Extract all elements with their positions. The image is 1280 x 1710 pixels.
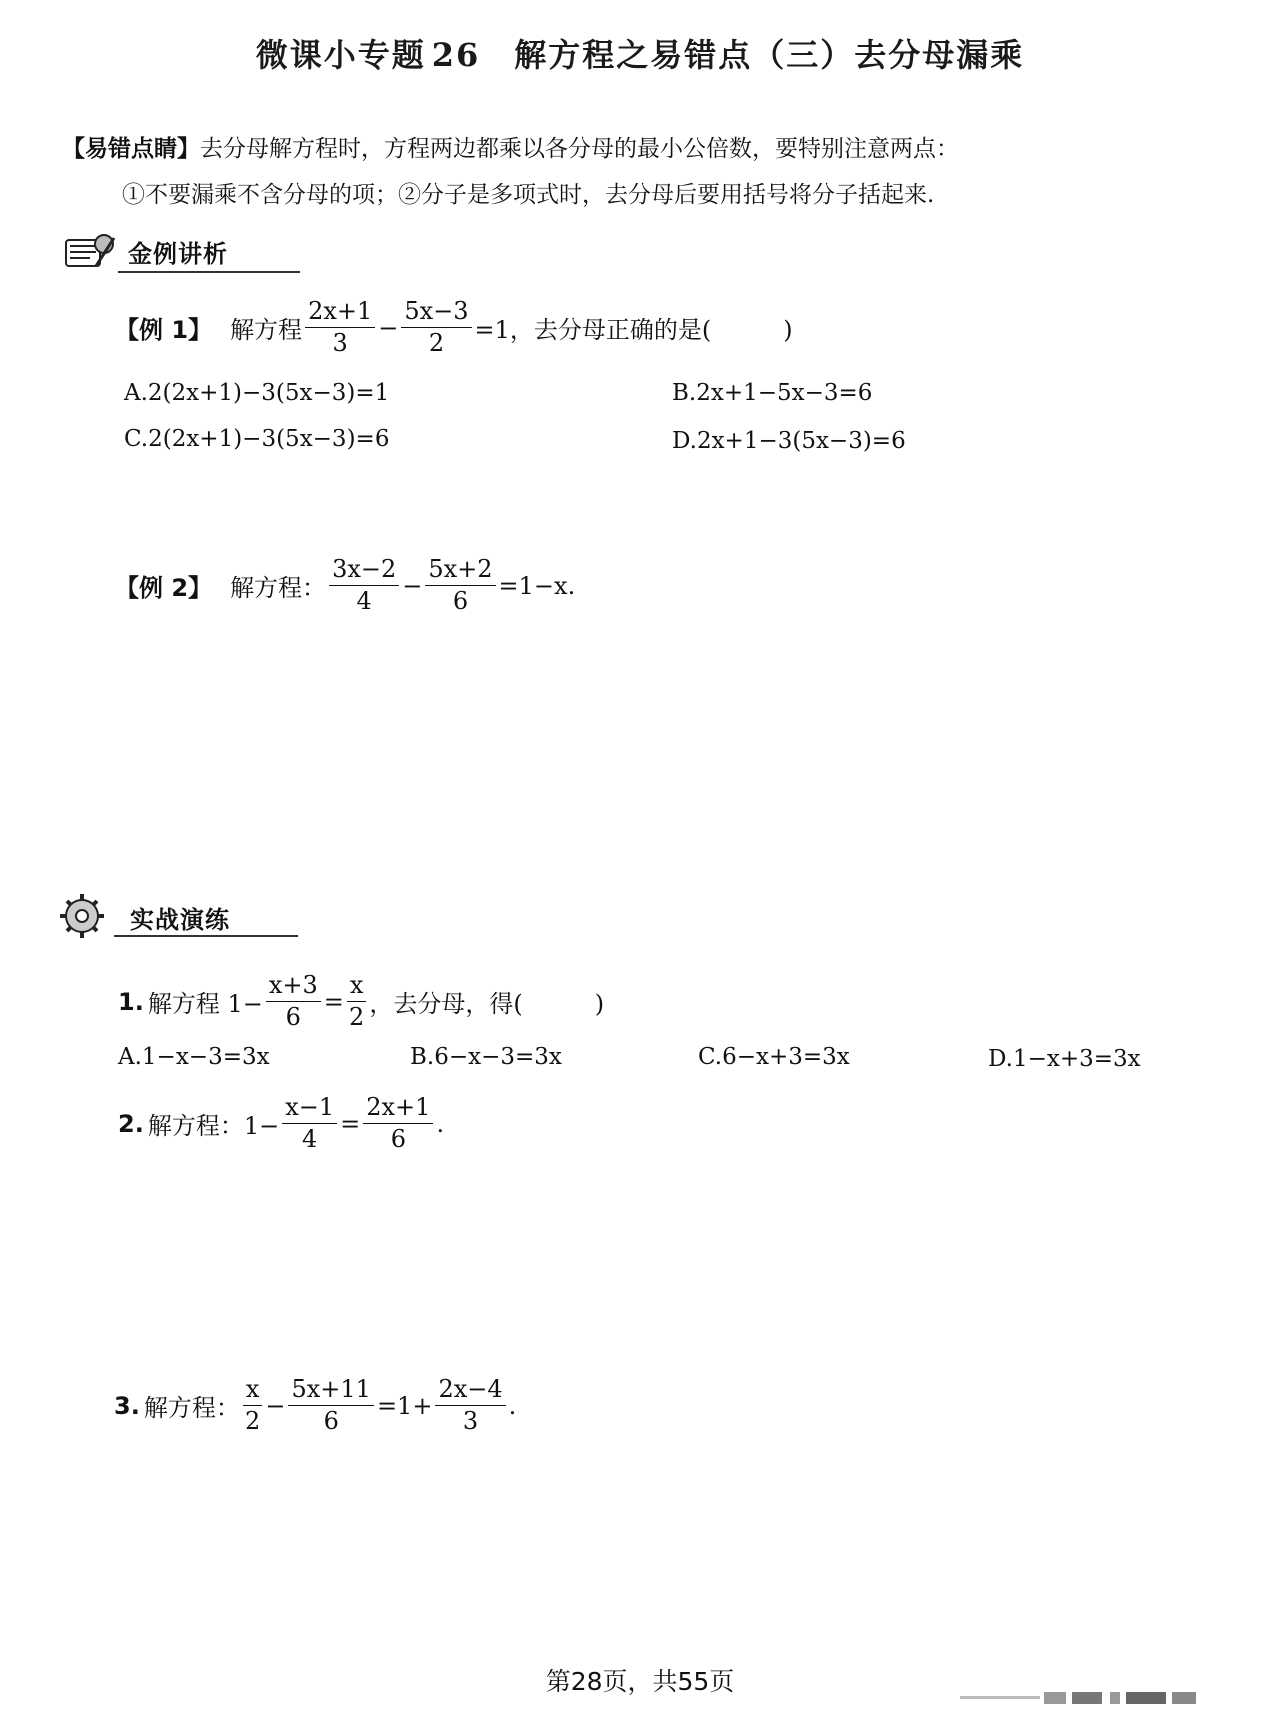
option-text: 6−x+3=3x [722, 1044, 850, 1070]
option-text: 1−x−3=3x [141, 1044, 270, 1070]
title-main: 微课小专题 [255, 36, 426, 74]
equals-sign: = [340, 1109, 361, 1138]
denominator: 6 [323, 1406, 339, 1435]
option-text: 6−x−3=3x [434, 1044, 562, 1070]
question-2-prefix: 解方程：1− [147, 1112, 280, 1141]
tip-line-1 [62, 126, 959, 172]
title-number: 26 [431, 36, 481, 74]
denominator: 6 [452, 586, 469, 615]
denominator: 6 [285, 1002, 301, 1031]
operator: − [378, 313, 399, 342]
fraction [266, 972, 321, 1031]
numerator: x [347, 972, 367, 1002]
option-key: D. [988, 1046, 1013, 1072]
numerator: 2x−4 [435, 1376, 505, 1406]
numerator: x [243, 1376, 263, 1406]
question-1-number: 1. [118, 987, 144, 1016]
fraction [363, 1094, 433, 1153]
equals-sign: = [323, 987, 344, 1016]
question-2-number: 2. [118, 1109, 144, 1138]
option-text: 2(2x+1)−3(5x−3)=6 [148, 426, 390, 452]
fraction [243, 1376, 263, 1435]
option-key: B. [410, 1044, 435, 1070]
denominator: 2 [349, 1002, 365, 1031]
question-1-option-a [118, 1044, 270, 1070]
option-key: A. [124, 380, 148, 406]
numerator: 2x+1 [305, 298, 375, 328]
example-1-suffix: =1，去分母正确的是( ) [474, 316, 793, 345]
fraction [347, 972, 367, 1031]
denominator: 2 [244, 1406, 261, 1435]
numerator: 5x+2 [425, 556, 495, 586]
operator: − [402, 571, 423, 600]
question-3-suffix: . [508, 1391, 517, 1420]
question-2-suffix: . [436, 1109, 445, 1138]
example-2-suffix: =1−x. [498, 571, 576, 600]
fraction [435, 1376, 505, 1435]
example-1-option-c [124, 426, 389, 452]
fraction [305, 298, 375, 357]
denominator: 3 [462, 1406, 479, 1435]
example-1-option-a [124, 380, 389, 406]
section-title-practice: 实战演练 [130, 906, 230, 934]
fraction [329, 556, 399, 615]
denominator: 6 [390, 1124, 406, 1153]
option-key: B. [672, 380, 697, 406]
numerator: 3x−2 [329, 556, 399, 586]
example-1-label: 【例 1】 [115, 316, 213, 345]
numerator: 5x−3 [401, 298, 471, 328]
question-1-prefix: 解方程 1− [147, 990, 263, 1019]
fraction [288, 1376, 373, 1435]
denominator: 2 [428, 328, 445, 357]
tip-block [62, 126, 959, 218]
option-key: C. [124, 426, 149, 452]
question-1-option-b [410, 1044, 562, 1070]
question-1-option-c [698, 1044, 850, 1070]
question-3 [114, 1376, 516, 1435]
example-2-label: 【例 2】 [115, 574, 213, 603]
tip-text-1: 去分母解方程时，方程两边都乘以各分母的最小公倍数，要特别注意两点： [200, 136, 959, 162]
question-3-mid: =1+ [376, 1391, 433, 1420]
denominator: 4 [356, 586, 372, 615]
denominator: 4 [302, 1124, 318, 1153]
numerator: x−1 [282, 1094, 337, 1124]
option-text: 2x+1−3(5x−3)=6 [696, 428, 906, 454]
numerator: 5x+11 [288, 1376, 373, 1406]
example-1 [115, 298, 793, 357]
numerator: 2x+1 [363, 1094, 433, 1124]
example-1-prefix: 解方程 [230, 316, 303, 345]
fraction [401, 298, 471, 357]
question-2 [118, 1094, 444, 1153]
example-1-option-b [672, 380, 872, 406]
option-text: 1−x+3=3x [1012, 1046, 1141, 1072]
question-1-option-d [988, 1046, 1141, 1072]
numerator: x+3 [266, 972, 321, 1002]
section-title-examples: 金例讲析 [128, 240, 228, 268]
example-2-prefix: 解方程： [230, 574, 327, 603]
fraction [425, 556, 495, 615]
page-footer: 第28页，共55页 [545, 1667, 735, 1696]
option-key: C. [698, 1044, 723, 1070]
tip-label: 【易错点睛】 [62, 136, 200, 162]
title-subtitle: 解方程之易错点（三）去分母漏乘 [514, 36, 1025, 74]
example-1-option-d [672, 428, 906, 454]
section-badge-practice [58, 890, 298, 946]
operator: − [265, 1391, 286, 1420]
section-badge-examples [60, 226, 300, 282]
question-3-number: 3. [114, 1391, 140, 1420]
example-2 [115, 556, 575, 615]
option-key: A. [118, 1044, 142, 1070]
fraction [282, 1094, 337, 1153]
tip-line-2: ①不要漏乘不含分母的项；②分子是多项式时，去分母后要用括号将分子括起来. [122, 182, 935, 208]
option-text: 2(2x+1)−3(5x−3)=1 [147, 380, 390, 406]
denominator: 3 [332, 328, 348, 357]
option-text: 2x+1−5x−3=6 [696, 380, 873, 406]
question-1-suffix: ，去分母，得( ) [369, 990, 605, 1019]
option-key: D. [672, 428, 697, 454]
question-1 [118, 972, 604, 1031]
scan-artifact-icon [960, 1690, 1240, 1706]
question-3-prefix: 解方程： [143, 1394, 240, 1423]
page-title [0, 30, 1280, 76]
